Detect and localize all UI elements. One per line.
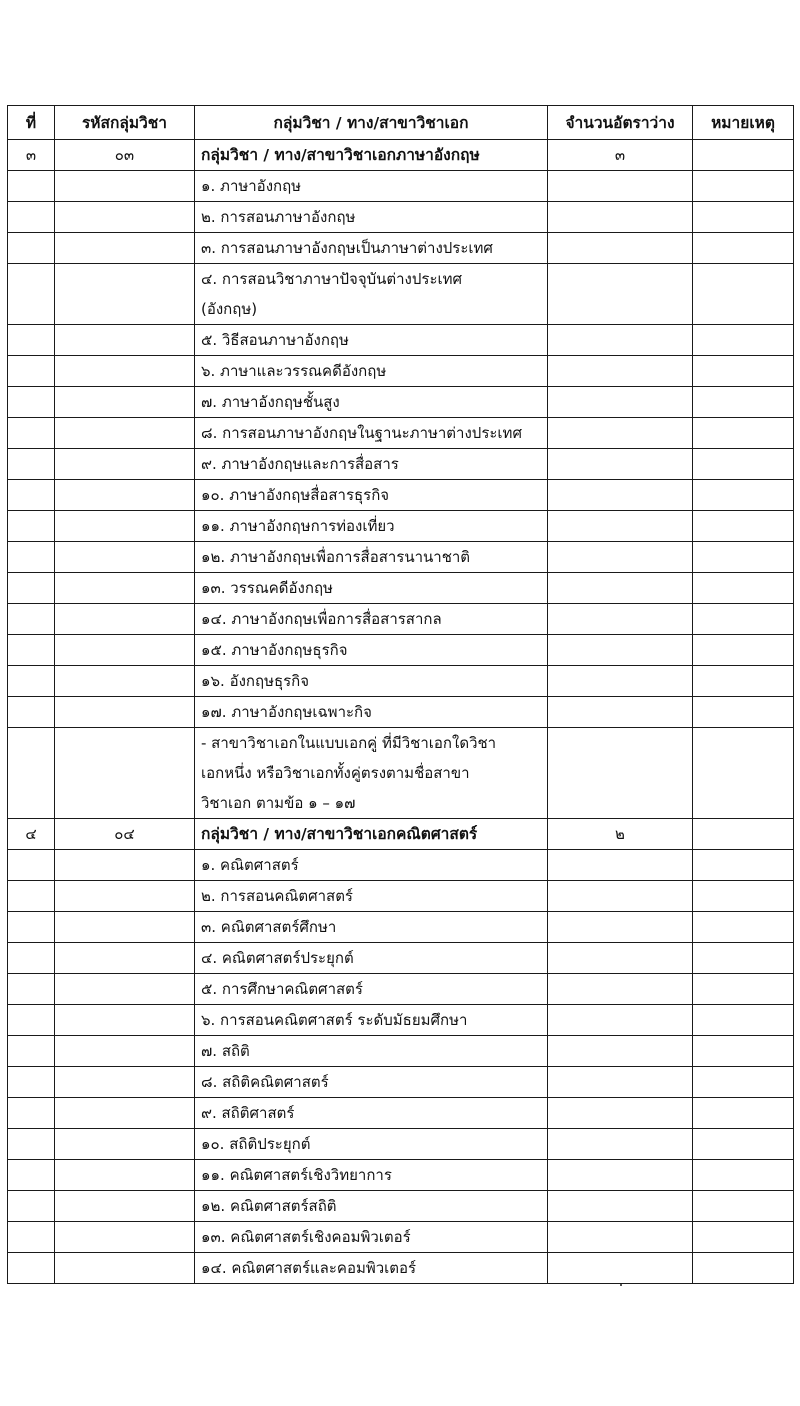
row-no-cell <box>8 1160 55 1191</box>
row-note-cell <box>693 356 794 387</box>
row-no-cell <box>8 697 55 728</box>
row-count-cell <box>548 356 693 387</box>
row-code-cell <box>55 202 195 233</box>
row-note-cell <box>693 1191 794 1222</box>
header-subject: กลุ่มวิชา / ทาง/สาขาวิชาเอก <box>195 106 548 140</box>
subject-text: ๑๓. วรรณคดีอังกฤษ <box>201 579 333 597</box>
group-no: ๓ <box>8 140 55 171</box>
table-row <box>8 604 794 635</box>
row-count-cell <box>548 666 693 697</box>
subject-text: ๒. การสอนคณิตศาสตร์ <box>201 887 353 905</box>
row-code-cell <box>55 881 195 912</box>
row-no-cell <box>8 573 55 604</box>
table-row <box>8 202 794 233</box>
subject-cell <box>195 1129 548 1160</box>
row-count-cell <box>548 511 693 542</box>
row-note-cell <box>693 573 794 604</box>
row-no-cell <box>8 480 55 511</box>
row-note-cell <box>693 1005 794 1036</box>
row-code-cell <box>55 1036 195 1067</box>
subject-cell <box>195 850 548 881</box>
row-code-cell <box>55 850 195 881</box>
subject-cell <box>195 233 548 264</box>
row-no-cell <box>8 511 55 542</box>
row-note-cell <box>693 1253 794 1284</box>
header-code: รหัสกลุ่มวิชา <box>55 106 195 140</box>
table-row <box>8 1005 794 1036</box>
subject-text: ๖. การสอนคณิตศาสตร์ ระดับมัธยมศึกษา <box>201 1011 468 1029</box>
subject-cell <box>195 943 548 974</box>
subject-text: ๑๕. ภาษาอังกฤษธุรกิจ <box>201 641 348 659</box>
row-note-cell <box>693 264 794 325</box>
subject-text: ๗. ภาษาอังกฤษชั้นสูง <box>201 393 340 411</box>
table-body <box>8 140 794 1284</box>
subject-cell <box>195 356 548 387</box>
subject-cell <box>195 974 548 1005</box>
table-row <box>8 264 794 325</box>
row-no-cell <box>8 387 55 418</box>
subject-cell <box>195 171 548 202</box>
table-row <box>8 1098 794 1129</box>
table-row <box>8 171 794 202</box>
row-code-cell <box>55 912 195 943</box>
row-note-cell <box>693 943 794 974</box>
subject-cell <box>195 728 548 819</box>
document-sheet <box>7 105 794 1284</box>
row-code-cell <box>55 573 195 604</box>
subject-cell <box>195 387 548 418</box>
table-row <box>8 666 794 697</box>
row-no-cell <box>8 604 55 635</box>
subject-cell <box>195 480 548 511</box>
group-title: กลุ่มวิชา / ทาง/สาขาวิชาเอกภาษาอังกฤษ <box>195 140 548 171</box>
row-no-cell <box>8 1129 55 1160</box>
row-no-cell <box>8 1098 55 1129</box>
subject-cell <box>195 697 548 728</box>
header-row <box>8 106 794 140</box>
subject-text: ๙. ภาษาอังกฤษและการสื่อสาร <box>201 455 399 473</box>
table-row <box>8 1191 794 1222</box>
table-row <box>8 1253 794 1284</box>
row-note-cell <box>693 850 794 881</box>
row-no-cell <box>8 1036 55 1067</box>
row-no-cell <box>8 1191 55 1222</box>
subject-text: ๑๔. คณิตศาสตร์และคอมพิวเตอร์ <box>201 1259 417 1277</box>
row-no-cell <box>8 974 55 1005</box>
row-code-cell <box>55 635 195 666</box>
subject-text: ๙. สถิติศาสตร์ <box>201 1104 295 1122</box>
subject-text: ๑๐. ภาษาอังกฤษสื่อสารธุรกิจ <box>201 486 390 504</box>
row-note-cell <box>693 604 794 635</box>
group-note <box>693 140 794 171</box>
row-count-cell <box>548 1253 693 1284</box>
table-row <box>8 1036 794 1067</box>
row-code-cell <box>55 511 195 542</box>
subject-cell <box>195 264 548 325</box>
row-count-cell <box>548 1129 693 1160</box>
subject-text: ๘. สถิติคณิตศาสตร์ <box>201 1073 329 1091</box>
row-note-cell <box>693 1067 794 1098</box>
vacancy-table <box>7 105 794 1284</box>
subject-cell <box>195 1222 548 1253</box>
row-code-cell <box>55 943 195 974</box>
table-row <box>8 480 794 511</box>
subject-text: ๑๒. ภาษาอังกฤษเพื่อการสื่อสารนานาชาติ <box>201 548 471 566</box>
row-count-cell <box>548 635 693 666</box>
table-row <box>8 418 794 449</box>
row-code-cell <box>55 666 195 697</box>
row-no-cell <box>8 449 55 480</box>
subject-text: ๘. การสอนภาษาอังกฤษในฐานะภาษาต่างประเทศ <box>201 424 522 442</box>
table-row <box>8 635 794 666</box>
subject-cell <box>195 1191 548 1222</box>
row-count-cell <box>548 325 693 356</box>
row-no-cell <box>8 728 55 819</box>
subject-cell <box>195 604 548 635</box>
subject-cell <box>195 449 548 480</box>
row-code-cell <box>55 1129 195 1160</box>
table-row <box>8 850 794 881</box>
table-row <box>8 912 794 943</box>
table-row <box>8 325 794 356</box>
row-code-cell <box>55 1253 195 1284</box>
row-note-cell <box>693 511 794 542</box>
subject-cell <box>195 1253 548 1284</box>
subject-cell <box>195 325 548 356</box>
subject-text: ๑๓. คณิตศาสตร์เชิงคอมพิวเตอร์ <box>201 1228 411 1246</box>
row-code-cell <box>55 542 195 573</box>
row-count-cell <box>548 912 693 943</box>
row-no-cell <box>8 356 55 387</box>
row-note-cell <box>693 1036 794 1067</box>
row-note-cell <box>693 635 794 666</box>
row-no-cell <box>8 325 55 356</box>
row-count-cell <box>548 171 693 202</box>
row-note-cell <box>693 387 794 418</box>
row-note-cell <box>693 233 794 264</box>
row-code-cell <box>55 171 195 202</box>
row-count-cell <box>548 697 693 728</box>
row-note-cell <box>693 697 794 728</box>
subject-text: ๕. การศึกษาคณิตศาสตร์ <box>201 980 363 998</box>
group-count: ๒ <box>548 819 693 850</box>
row-code-cell <box>55 728 195 819</box>
table-row <box>8 511 794 542</box>
row-count-cell <box>548 728 693 819</box>
subject-cell <box>195 1098 548 1129</box>
subject-text: - สาขาวิชาเอกในแบบเอกคู่ ที่มีวิชาเอกใดวิชา <box>201 734 497 752</box>
row-count-cell <box>548 850 693 881</box>
subject-text: ๕. วิธีสอนภาษาอังกฤษ <box>201 331 349 349</box>
subject-text: ๑. คณิตศาสตร์ <box>201 856 299 874</box>
row-no-cell <box>8 1067 55 1098</box>
table-row <box>8 1160 794 1191</box>
row-code-cell <box>55 325 195 356</box>
row-count-cell <box>548 418 693 449</box>
subject-text: ๑๗. ภาษาอังกฤษเฉพาะกิจ <box>201 703 372 721</box>
row-code-cell <box>55 1160 195 1191</box>
row-no-cell <box>8 542 55 573</box>
row-note-cell <box>693 542 794 573</box>
subject-text: ๓. การสอนภาษาอังกฤษเป็นภาษาต่างประเทศ <box>201 239 493 257</box>
group-code: ๐๔ <box>55 819 195 850</box>
scan-speck <box>620 1284 622 1286</box>
row-code-cell <box>55 1222 195 1253</box>
row-count-cell <box>548 1067 693 1098</box>
row-note-cell <box>693 912 794 943</box>
row-code-cell <box>55 233 195 264</box>
subject-text: ๗. สถิติ <box>201 1042 250 1060</box>
subject-cell <box>195 202 548 233</box>
subject-text: เอกหนึ่ง หรือวิชาเอกทั้งคู่ตรงตามชื่อสาขา <box>201 764 470 782</box>
row-code-cell <box>55 449 195 480</box>
group-note <box>693 819 794 850</box>
group-row <box>8 140 794 171</box>
row-note-cell <box>693 1222 794 1253</box>
row-count-cell <box>548 1036 693 1067</box>
row-no-cell <box>8 233 55 264</box>
row-note-cell <box>693 974 794 1005</box>
row-count-cell <box>548 387 693 418</box>
row-no-cell <box>8 850 55 881</box>
row-code-cell <box>55 264 195 325</box>
row-no-cell <box>8 171 55 202</box>
table-row <box>8 449 794 480</box>
subject-text: ๑. ภาษาอังกฤษ <box>201 177 302 195</box>
group-no: ๔ <box>8 819 55 850</box>
row-note-cell <box>693 418 794 449</box>
subject-text: ๖. ภาษาและวรรณคดีอังกฤษ <box>201 362 387 380</box>
row-count-cell <box>548 542 693 573</box>
table-row <box>8 233 794 264</box>
row-no-cell <box>8 202 55 233</box>
row-no-cell <box>8 1222 55 1253</box>
row-note-cell <box>693 1098 794 1129</box>
table-row <box>8 943 794 974</box>
row-note-cell <box>693 480 794 511</box>
row-count-cell <box>548 202 693 233</box>
subject-text: ๒. การสอนภาษาอังกฤษ <box>201 208 356 226</box>
header-no: ที่ <box>8 106 55 140</box>
subject-cell <box>195 573 548 604</box>
subject-cell <box>195 912 548 943</box>
subject-text: ๑๑. คณิตศาสตร์เชิงวิทยาการ <box>201 1166 392 1184</box>
row-code-cell <box>55 387 195 418</box>
row-no-cell <box>8 943 55 974</box>
table-row <box>8 542 794 573</box>
row-count-cell <box>548 881 693 912</box>
row-note-cell <box>693 171 794 202</box>
table-row <box>8 387 794 418</box>
row-no-cell <box>8 666 55 697</box>
row-code-cell <box>55 1067 195 1098</box>
subject-text: ๓. คณิตศาสตร์ศึกษา <box>201 918 337 936</box>
row-no-cell <box>8 1253 55 1284</box>
table-row <box>8 881 794 912</box>
subject-cell <box>195 1160 548 1191</box>
row-count-cell <box>548 449 693 480</box>
table-row <box>8 573 794 604</box>
row-count-cell <box>548 233 693 264</box>
table-row <box>8 356 794 387</box>
row-code-cell <box>55 974 195 1005</box>
row-code-cell <box>55 1191 195 1222</box>
subject-cell <box>195 1036 548 1067</box>
row-count-cell <box>548 974 693 1005</box>
row-note-cell <box>693 881 794 912</box>
row-count-cell <box>548 573 693 604</box>
row-code-cell <box>55 604 195 635</box>
group-code: ๐๓ <box>55 140 195 171</box>
group-count: ๓ <box>548 140 693 171</box>
row-note-cell <box>693 449 794 480</box>
group-title: กลุ่มวิชา / ทาง/สาขาวิชาเอกคณิตศาสตร์ <box>195 819 548 850</box>
subject-text: ๑๐. สถิติประยุกต์ <box>201 1135 311 1153</box>
row-count-cell <box>548 1160 693 1191</box>
subject-cell <box>195 1005 548 1036</box>
subject-cell <box>195 511 548 542</box>
subject-text: ๑๔. ภาษาอังกฤษเพื่อการสื่อสารสากล <box>201 610 442 628</box>
row-code-cell <box>55 1005 195 1036</box>
row-code-cell <box>55 1098 195 1129</box>
header-count: จำนวนอัตราว่าง <box>548 106 693 140</box>
row-code-cell <box>55 697 195 728</box>
table-row <box>8 1067 794 1098</box>
row-count-cell <box>548 604 693 635</box>
table-row <box>8 697 794 728</box>
subject-text: ๔. การสอนวิชาภาษาปัจจุบันต่างประเทศ <box>201 270 463 288</box>
table-row <box>8 974 794 1005</box>
row-note-cell <box>693 1160 794 1191</box>
subject-cell <box>195 542 548 573</box>
row-note-cell <box>693 202 794 233</box>
subject-text: ๑๒. คณิตศาสตร์สถิติ <box>201 1197 337 1215</box>
subject-text: ๑๖. อังกฤษธุรกิจ <box>201 672 310 690</box>
table-row <box>8 1222 794 1253</box>
row-note-cell <box>693 728 794 819</box>
row-note-cell <box>693 666 794 697</box>
row-count-cell <box>548 1191 693 1222</box>
row-no-cell <box>8 418 55 449</box>
table-row <box>8 728 794 819</box>
row-code-cell <box>55 418 195 449</box>
row-no-cell <box>8 912 55 943</box>
group-row <box>8 819 794 850</box>
subject-cell <box>195 418 548 449</box>
subject-cell <box>195 635 548 666</box>
row-count-cell <box>548 1098 693 1129</box>
table-row <box>8 1129 794 1160</box>
row-count-cell <box>548 1005 693 1036</box>
subject-text: ๔. คณิตศาสตร์ประยุกต์ <box>201 949 354 967</box>
row-code-cell <box>55 480 195 511</box>
subject-cell <box>195 666 548 697</box>
row-count-cell <box>548 1222 693 1253</box>
row-no-cell <box>8 881 55 912</box>
subject-cell <box>195 881 548 912</box>
row-note-cell <box>693 1129 794 1160</box>
row-count-cell <box>548 943 693 974</box>
row-no-cell <box>8 1005 55 1036</box>
subject-text: วิชาเอก ตามข้อ ๑ – ๑๗ <box>201 794 356 812</box>
row-count-cell <box>548 264 693 325</box>
header-note: หมายเหตุ <box>693 106 794 140</box>
row-note-cell <box>693 325 794 356</box>
row-no-cell <box>8 264 55 325</box>
row-no-cell <box>8 635 55 666</box>
subject-text: (อังกฤษ) <box>201 300 258 318</box>
row-count-cell <box>548 480 693 511</box>
subject-cell <box>195 1067 548 1098</box>
row-code-cell <box>55 356 195 387</box>
subject-text: ๑๑. ภาษาอังกฤษการท่องเที่ยว <box>201 517 395 535</box>
